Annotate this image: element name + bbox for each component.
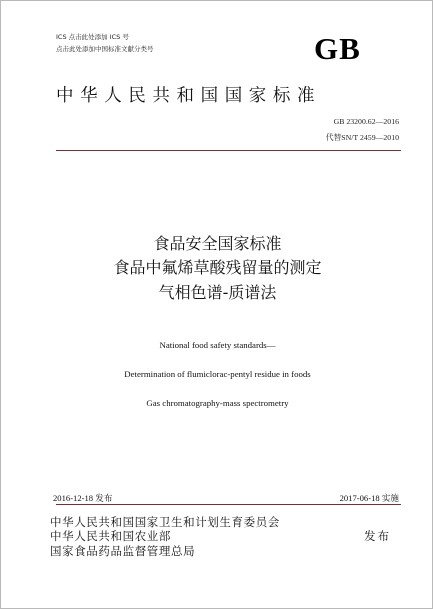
ics-block: [56, 31, 154, 55]
issuer-line-2: 中华人民共和国农业部: [50, 529, 171, 543]
en-title-line-3: Gas chromatography-mass spectrometry: [146, 398, 289, 408]
footer-divider: [56, 504, 401, 505]
standard-category-title: 中华人民共和国国家标准: [56, 86, 322, 106]
cn-title-line-3: 气相色谱-质谱法: [158, 283, 277, 302]
issuer-line-1: 中华人民共和国国家卫生和计划生育委员会: [50, 515, 280, 529]
header-divider: [56, 150, 401, 151]
implementation-date: 2017-06-18 实施: [339, 493, 399, 503]
en-title-line-2: Determination of flumiclorac-pentyl residue in foods: [124, 369, 311, 379]
publish-label: 发布: [364, 529, 391, 543]
replaces-standard: 代替SN/T 2459—2010: [325, 133, 399, 142]
en-title-line-1: National food safety standards—: [159, 340, 276, 350]
issuer-line-3: 国家食品药品监督管理总局: [50, 544, 196, 558]
issue-date: 2016-12-18 发布: [53, 493, 113, 503]
cn-title-line-2: 食品中氟烯草酸残留量的测定: [113, 258, 322, 277]
ics-line: ICS 点击此处添加 ICS 号: [56, 33, 129, 41]
standard-number: GB 23200.62—2016: [333, 117, 399, 126]
classification-line: 点击此处添加中国标准文献分类号: [56, 45, 154, 53]
cn-title-line-1: 食品安全国家标准: [153, 234, 282, 253]
gb-logo: GB: [314, 31, 361, 66]
